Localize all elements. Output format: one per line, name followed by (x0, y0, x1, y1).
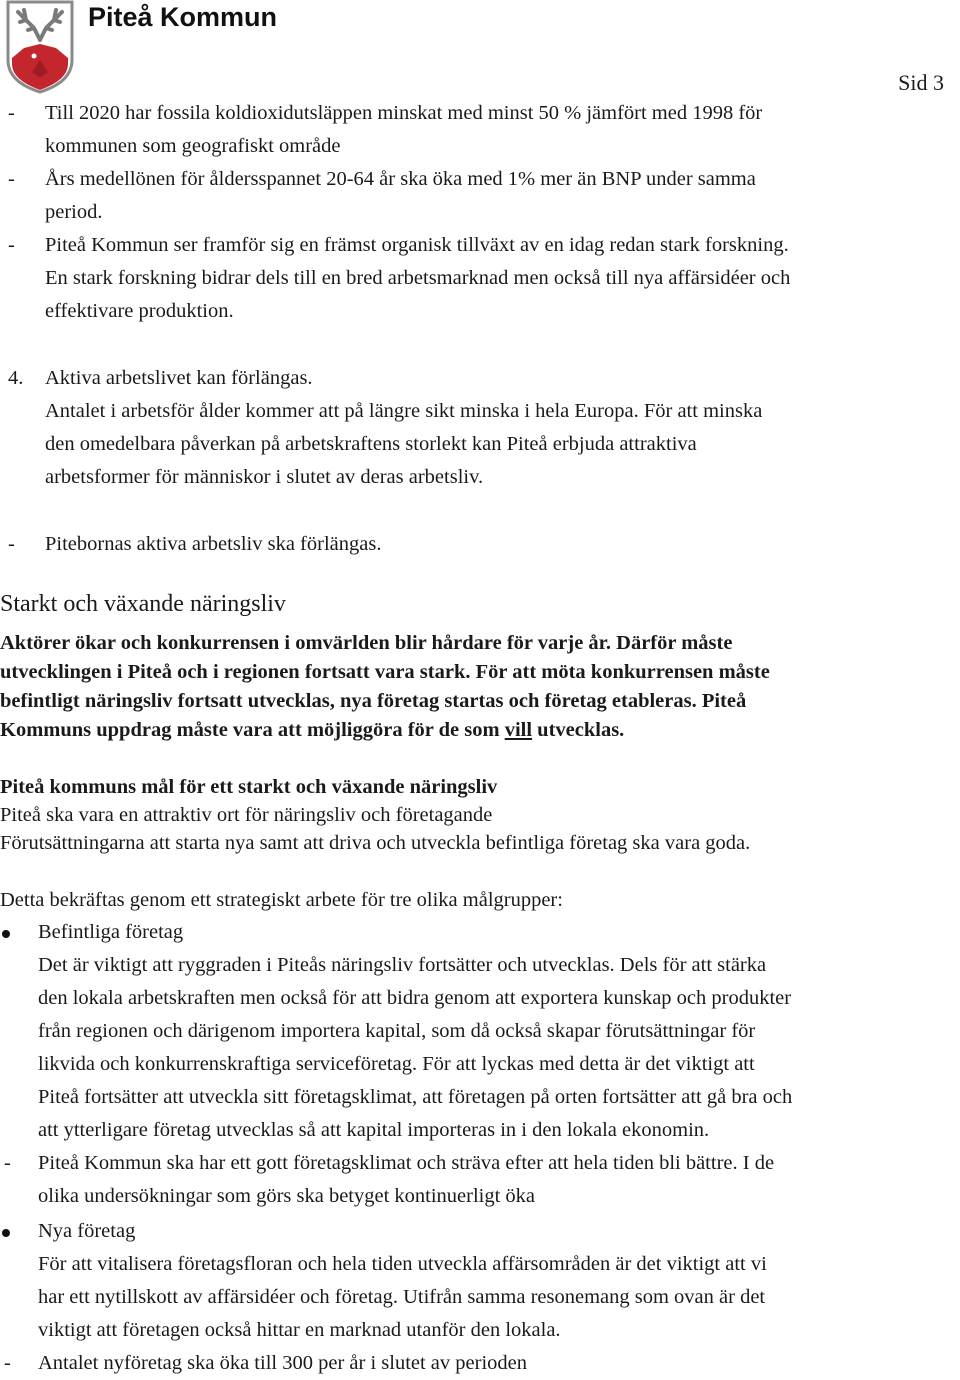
goal-line: En stark forskning bidrar dels till en bred arbetsmarknad men också till nya affärsidéer och (45, 267, 791, 289)
paragraph-line: från regionen och därigenom importera kapital, som då också skapar förutsättningar för (38, 1020, 756, 1042)
paragraph-line: Piteå fortsätter att utveckla sitt företagsklimat, att företagen på orten fortsätter att gå bra och (38, 1086, 793, 1108)
goal-line: kommunen som geografiskt område (45, 135, 341, 157)
goal-line: Piteå ska vara en attraktiv ort för näringsliv och företagande (0, 804, 493, 826)
reindeer-shield-icon (4, 0, 76, 94)
goal-line: Års medellönen för åldersspannet 20-64 år ska öka med 1% mer än BNP under samma (45, 168, 756, 190)
goal-line: effektivare produktion. (45, 300, 234, 322)
goal-line: Piteå Kommun ska har ett gott företagsklimat och sträva efter att hela tiden bli bättre. I de (38, 1152, 775, 1174)
goal-line: Antalet nyföretag ska öka till 300 per år i slutet av perioden (38, 1352, 527, 1374)
section-heading: Starkt och växande näringsliv (0, 591, 286, 617)
bullet-icon (2, 930, 10, 938)
page-number: Sid 3 (898, 70, 944, 95)
goal-line: Förutsättningarna att starta nya samt att driva och utveckla befintliga företag ska vara goda. (0, 832, 751, 854)
section-number: 4. (8, 367, 24, 389)
paragraph-line: den lokala arbetskraften men också för att bidra genom att exportera kunskap och produkter (38, 987, 792, 1009)
goal-line: period. (45, 201, 103, 223)
paragraph-line: den omedelbara påverkan på arbetskraftens storlekt kan Piteå erbjuda attraktiva (45, 433, 697, 455)
dash-marker: - (8, 533, 15, 555)
paragraph-line: viktigt att företagen också hittar en marknad utanför den lokala. (38, 1319, 561, 1341)
bold-paragraph-line: Aktörer ökar och konkurrensen i omvärlden blir hårdare för varje år. Därför måste (0, 632, 733, 654)
paragraph-line: För att vitalisera företagsfloran och hela tiden utveckla affärsområden är det viktigt att vi (38, 1253, 767, 1275)
paragraph-line: har ett nytillskott av affärsidéer och företag. Utifrån samma resonemang som ovan är det (38, 1286, 766, 1308)
intro-line: Detta bekräftas genom ett strategiskt arbete för tre olika målgrupper: (0, 889, 563, 911)
goals-heading: Piteå kommuns mål för ett starkt och växande näringsliv (0, 776, 498, 798)
bullet-icon (2, 1229, 10, 1237)
org-name: Piteå Kommun (88, 2, 278, 32)
bullet-title: Befintliga företag (38, 921, 184, 943)
paragraph-line: likvida och konkurrenskraftiga serviceföretag. För att lyckas med detta är det viktigt att (38, 1053, 755, 1075)
paragraph-line: att ytterligare företag utvecklas så att kapital importeras in i den lokala ekonomin. (38, 1119, 710, 1141)
bold-paragraph-line: utvecklingen i Piteå och i regionen fortsatt vara stark. För att möta konkurrensen måste (0, 661, 770, 683)
dash-marker: - (8, 168, 15, 190)
goal-line: Till 2020 har fossila koldioxidutsläppen minskat med minst 50 % jämfört med 1998 för (45, 102, 763, 124)
paragraph-line: Det är viktigt att ryggraden i Piteås näringsliv fortsätter och utvecklas. Dels för att stärka (38, 954, 767, 976)
paragraph-line: Antalet i arbetsför ålder kommer att på längre sikt minska i hela Europa. För att minska (45, 400, 763, 422)
bullet-title: Nya företag (38, 1220, 136, 1242)
underlined-word: vill (504, 719, 533, 741)
bold-paragraph-line: befintligt näringsliv fortsatt utvecklas, nya företag startas och företag etableras. Piteå (0, 690, 747, 712)
goal-line: Pitebornas aktiva arbetsliv ska förlängas. (45, 533, 382, 555)
bold-paragraph-line: Kommuns uppdrag måste vara att möjliggöra för de som vill utvecklas. (0, 719, 625, 741)
goal-line: Piteå Kommun ser framför sig en främst organisk tillväxt av en idag redan stark forskning. (45, 234, 789, 256)
dash-marker: - (8, 102, 15, 124)
paragraph-line: arbetsformer för människor i slutet av deras arbetsliv. (45, 466, 484, 488)
dash-marker: - (4, 1152, 11, 1174)
goal-line: olika undersökningar som görs ska betyget kontinuerligt öka (38, 1185, 536, 1207)
header-logo (4, 0, 294, 95)
dash-marker: - (4, 1352, 11, 1374)
section-title: Aktiva arbetslivet kan förlängas. (45, 367, 313, 389)
dash-marker: - (8, 234, 15, 256)
